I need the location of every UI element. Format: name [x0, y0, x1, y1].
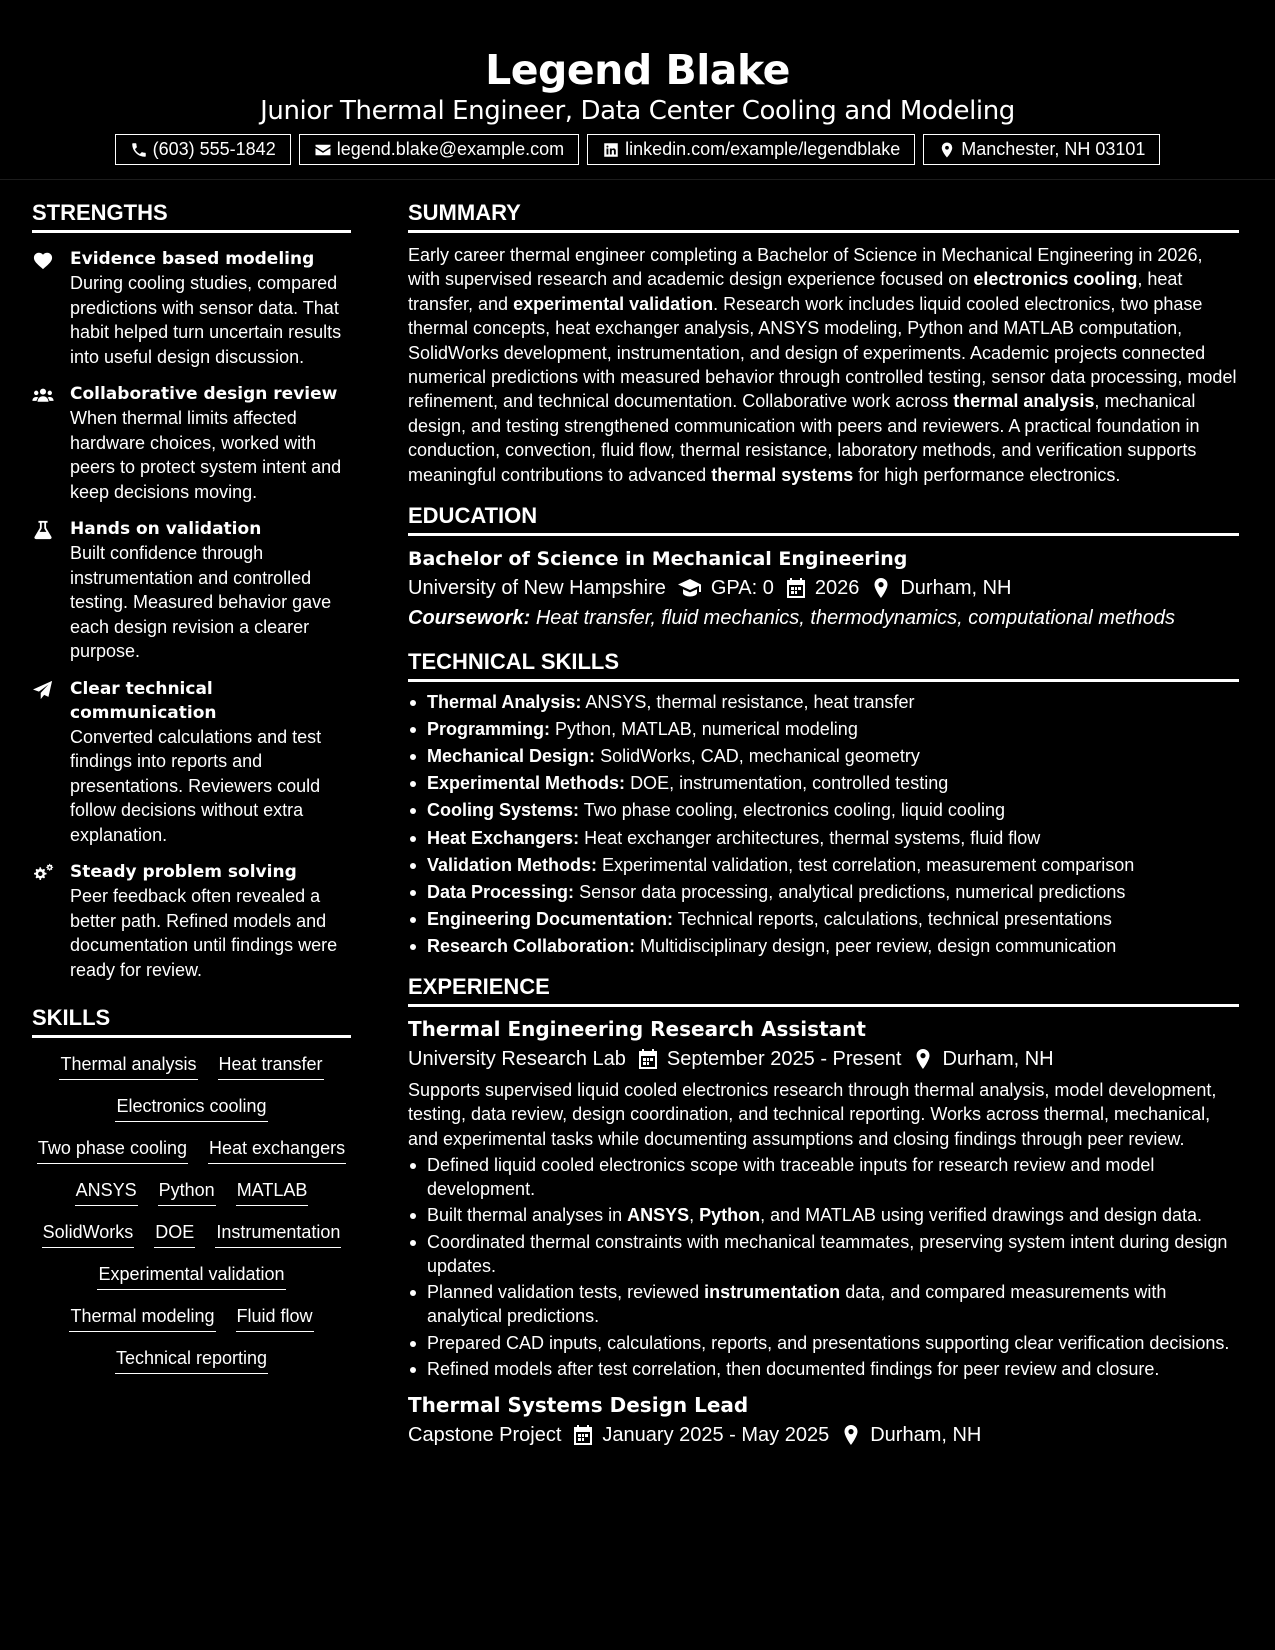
- skill-label: Heat Exchangers:: [427, 827, 580, 848]
- strength-title: Hands on validation: [70, 519, 262, 539]
- skill-value: SolidWorks, CAD, mechanical geometry: [600, 746, 920, 767]
- technical-skills-heading: TECHNICAL SKILLS: [408, 648, 1239, 682]
- contact-location[interactable]: [923, 134, 1160, 165]
- calendar-icon: [638, 1049, 658, 1069]
- skill-label: Cooling Systems:: [427, 800, 580, 821]
- strength-description: When thermal limits affected hardware choices, worked with peers to protect system intent and keep decisions moving.: [70, 408, 342, 502]
- skill-value: Technical reports, calculations, technical presentations: [677, 908, 1112, 929]
- contact-linkedin-text: linkedin.com/example/legendblake: [625, 139, 901, 159]
- skill-tag: Electronics cooling: [115, 1094, 267, 1122]
- bullet-text: Defined liquid cooled electronics scope with traceable inputs for research review and model development.: [427, 1154, 1155, 1199]
- envelope-icon: [314, 141, 332, 159]
- job-entry: [408, 1015, 1239, 1381]
- strength-item: [32, 860, 351, 982]
- skill-value: ANSYS, thermal resistance, heat transfer: [585, 692, 915, 713]
- summary-keyword: thermal analysis: [953, 391, 1095, 412]
- skill-value: Heat exchanger architectures, thermal systems, fluid flow: [584, 827, 1041, 848]
- contact-phone[interactable]: [115, 134, 291, 165]
- bullet-text: Refined models after test correlation, then documented findings for peer review and closure.: [427, 1359, 1160, 1380]
- skill-tag: Thermal modeling: [69, 1304, 215, 1332]
- bullet-keyword: Python: [699, 1205, 761, 1226]
- strength-title: Clear technical communication: [70, 678, 217, 723]
- graduation-cap-icon: [678, 578, 702, 598]
- bullet-text: Built thermal analyses in: [427, 1205, 628, 1226]
- job-organization: University Research Lab: [408, 1047, 626, 1070]
- gpa: GPA: 0: [710, 577, 774, 600]
- bullet-text: Prepared CAD inputs, calculations, reports, and presentations supporting clear verification decisions.: [427, 1332, 1230, 1353]
- bullet-text: Coordinated thermal constraints with mechanical teammates, preserving system intent during design updates.: [427, 1231, 1228, 1276]
- list-item: [408, 1357, 1239, 1381]
- calendar-icon: [573, 1425, 593, 1445]
- strengths-list: [32, 247, 351, 982]
- location-pin-icon: [871, 578, 891, 598]
- contact-email[interactable]: [299, 134, 579, 165]
- strength-description: Converted calculations and test findings into reports and presentations. Reviewers could follow decisions without extra explanation.: [70, 726, 322, 845]
- list-item: [408, 1280, 1239, 1328]
- degree-title: Bachelor of Science in Mechanical Engineering: [408, 548, 908, 571]
- summary-part: for high performance electronics.: [853, 464, 1121, 485]
- left-column: [32, 199, 351, 1374]
- job-description: Supports supervised liquid cooled electronics research through thermal analysis, model development, testing, data review, design coordination, and technical reporting. Works across thermal, mechanical, and experimental tasks while documenting assumptions and closing findings through peer review.: [408, 1079, 1217, 1149]
- school-name: University of New Hampshire: [408, 577, 666, 600]
- contact-linkedin[interactable]: [587, 134, 915, 165]
- strength-item: [32, 382, 351, 504]
- list-item: [408, 853, 1239, 877]
- bullet-text: ,: [689, 1205, 700, 1226]
- job-entry: [408, 1391, 1239, 1450]
- linkedin-icon: [602, 141, 620, 159]
- skill-label: Validation Methods:: [427, 854, 598, 875]
- strength-description: Peer feedback often revealed a better path. Refined models and documentation until findings were ready for review.: [70, 886, 338, 980]
- skill-label: Research Collaboration:: [427, 935, 636, 956]
- job-location: Durham, NH: [870, 1424, 982, 1447]
- summary-keyword: electronics cooling: [973, 269, 1138, 290]
- skill-tag: Heat exchangers: [208, 1136, 346, 1164]
- job-bullets: [408, 1153, 1239, 1382]
- graduation-year: 2026: [814, 577, 860, 600]
- list-item: [408, 1203, 1239, 1227]
- strength-title: Steady problem solving: [70, 862, 297, 882]
- gears-icon: [32, 863, 54, 883]
- list-item: [408, 1331, 1239, 1355]
- contact-location-text: Manchester, NH 03101: [961, 139, 1146, 159]
- strengths-heading: STRENGTHS: [32, 199, 351, 233]
- candidate-headline: Junior Thermal Engineer, Data Center Cooling and Modeling: [260, 96, 1015, 126]
- skill-tag: SolidWorks: [42, 1220, 135, 1248]
- education-heading: EDUCATION: [408, 502, 1239, 536]
- list-item: [408, 771, 1239, 795]
- experience-heading: EXPERIENCE: [408, 973, 1239, 1007]
- skills-heading: SKILLS: [32, 1004, 351, 1038]
- list-item: [408, 744, 1239, 768]
- summary-part: Early career thermal engineer completing a Bachelor of Science in Mechanical Engineering in 2026, with supervised research and academic design experience focused on: [408, 245, 1203, 290]
- list-item: [408, 690, 1239, 714]
- skill-tag: Experimental validation: [97, 1262, 285, 1290]
- coursework-label: Coursework:: [408, 607, 531, 630]
- resume-header: [0, 0, 1275, 180]
- list-item: [408, 1230, 1239, 1278]
- skill-label: Mechanical Design:: [427, 746, 596, 767]
- skill-tag: Technical reporting: [115, 1346, 268, 1374]
- summary-heading: SUMMARY: [408, 199, 1239, 233]
- summary-part: , heat transfer, and: [408, 269, 1183, 314]
- contact-phone-text: (603) 555-1842: [152, 139, 276, 159]
- skill-tag: Heat transfer: [218, 1052, 324, 1080]
- skill-label: Engineering Documentation:: [427, 908, 674, 929]
- strength-item: [32, 517, 351, 664]
- job-meta: [408, 1420, 1239, 1450]
- strength-item: [32, 677, 351, 848]
- skill-tag: ANSYS: [75, 1178, 138, 1206]
- bullet-keyword: instrumentation: [704, 1282, 841, 1303]
- technical-skills-list: [408, 690, 1239, 958]
- list-item: [408, 798, 1239, 822]
- summary-part: , mechanical design, and testing strengthened communication with peers and reviewers. A practical foundation in conduction, convection, fluid flow, thermal resistance, laboratory methods, and verification supports meaningful contributions to advanced: [408, 391, 1200, 485]
- skill-value: Sensor data processing, analytical predictions, numerical predictions: [579, 881, 1126, 902]
- summary-keyword: experimental validation: [513, 293, 714, 314]
- skill-tag: Thermal analysis: [59, 1052, 197, 1080]
- list-item: [408, 880, 1239, 904]
- job-dates: January 2025 - May 2025: [602, 1424, 830, 1447]
- bullet-text: data, and compared measurements with analytical predictions.: [427, 1282, 1167, 1327]
- skill-value: Python, MATLAB, numerical modeling: [555, 719, 858, 740]
- contact-bar: [0, 134, 1275, 165]
- paper-plane-icon: [32, 680, 54, 700]
- coursework: [408, 603, 1239, 633]
- strength-item: [32, 247, 351, 369]
- job-title: Thermal Systems Design Lead: [408, 1393, 749, 1418]
- summary-keyword: thermal systems: [711, 464, 854, 485]
- education-location: Durham, NH: [900, 577, 1012, 600]
- summary-text: [408, 243, 1239, 487]
- skill-tag: MATLAB: [236, 1178, 309, 1206]
- flask-icon: [32, 520, 54, 540]
- skill-label: Data Processing:: [427, 881, 575, 902]
- skill-label: Programming:: [427, 719, 551, 740]
- location-pin-icon: [913, 1049, 933, 1069]
- job-title: Thermal Engineering Research Assistant: [408, 1016, 866, 1041]
- summary-part: . Research work includes liquid cooled electronics, two phase thermal concepts, heat exchanger analysis, ANSYS modeling, Python and MATLAB computation, SolidWorks development, instrumentation, and design of experiments. Academic projects connected numerical predictions with measured behavior through controlled testing, sensor data processing, model refinement, and technical documentation. Collaborative work across: [408, 293, 1237, 412]
- list-item: [408, 907, 1239, 931]
- list-item: [408, 1153, 1239, 1201]
- skills-tags: [32, 1052, 351, 1374]
- skill-value: Two phase cooling, electronics cooling, liquid cooling: [583, 800, 1005, 821]
- skill-value: DOE, instrumentation, controlled testing: [630, 773, 949, 794]
- job-meta: [408, 1044, 1239, 1074]
- education-meta: [408, 573, 1239, 603]
- calendar-icon: [786, 578, 806, 598]
- strength-title: Collaborative design review: [70, 384, 338, 404]
- list-item: [408, 934, 1239, 958]
- skill-tag: Two phase cooling: [37, 1136, 188, 1164]
- right-column: [408, 199, 1239, 1450]
- strength-description: During cooling studies, compared predictions with sensor data. That habit helped turn uncertain results into useful design discussion.: [70, 273, 342, 367]
- skill-tag: Instrumentation: [215, 1220, 341, 1248]
- skill-tag: DOE: [154, 1220, 195, 1248]
- strength-description: Built confidence through instrumentation and controlled testing. Measured behavior gave each design revision a clearer purpose.: [70, 543, 332, 661]
- job-dates: September 2025 - Present: [666, 1047, 902, 1070]
- skill-label: Experimental Methods:: [427, 773, 626, 794]
- list-item: [408, 826, 1239, 850]
- strength-title: Evidence based modeling: [70, 249, 315, 269]
- location-pin-icon: [938, 141, 956, 159]
- skill-value: Experimental validation, test correlation, measurement comparison: [602, 854, 1135, 875]
- bullet-text: Planned validation tests, reviewed: [427, 1282, 705, 1303]
- users-icon: [32, 385, 54, 405]
- skill-label: Thermal Analysis:: [427, 692, 582, 713]
- candidate-name: Legend Blake: [485, 46, 790, 94]
- location-pin-icon: [841, 1425, 861, 1445]
- job-location: Durham, NH: [942, 1047, 1054, 1070]
- job-organization: Capstone Project: [408, 1424, 562, 1447]
- skill-tag: Fluid flow: [236, 1304, 314, 1332]
- bullet-text: , and MATLAB using verified drawings and design data.: [760, 1205, 1203, 1226]
- skill-value: Multidisciplinary design, peer review, design communication: [640, 935, 1117, 956]
- phone-icon: [130, 141, 148, 159]
- list-item: [408, 717, 1239, 741]
- bullet-keyword: ANSYS: [627, 1205, 690, 1226]
- contact-email-text: legend.blake@example.com: [336, 139, 565, 159]
- skill-tag: Python: [158, 1178, 216, 1206]
- heart-icon: [32, 250, 54, 270]
- coursework-text: Heat transfer, fluid mechanics, thermodynamics, computational methods: [535, 607, 1176, 630]
